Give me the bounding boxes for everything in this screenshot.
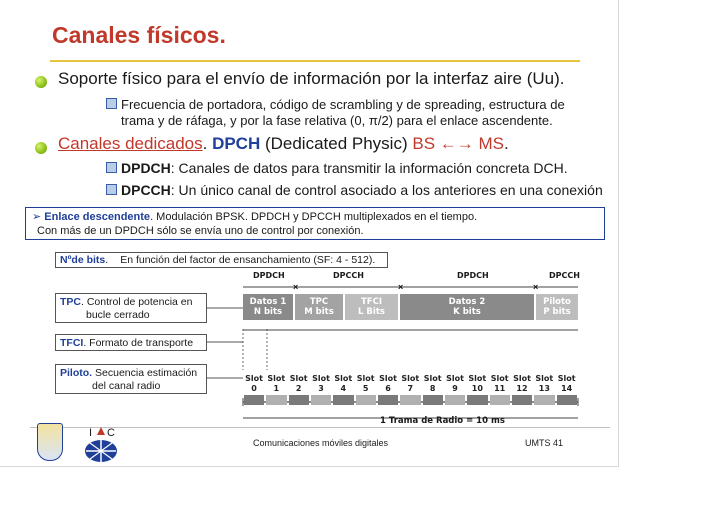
slot-cell <box>311 395 331 405</box>
slot-cell <box>400 395 420 405</box>
segment-tfci: TFCI L Bits <box>345 294 398 320</box>
segment-datos-2: Datos 2 K bits <box>400 294 534 320</box>
slot-cell <box>333 395 353 405</box>
slot-label-3: Slot 3 <box>312 374 330 393</box>
arrow-bullet-icon: ➢ <box>32 211 42 223</box>
slot-label-5: Slot 5 <box>356 374 375 393</box>
segment-tpc: TPC M bits <box>295 294 343 320</box>
top-label-dpdch-1: DPDCH <box>253 271 285 280</box>
footer-course: Comunicaciones móviles digitales <box>253 438 389 448</box>
slot-cell <box>534 395 554 405</box>
segment-piloto: Piloto P bits <box>536 294 578 320</box>
nbits-box: Nºde bits. En función del factor de ensanchamiento (SF: 4 - 512). <box>55 252 388 268</box>
slot-bar <box>243 395 578 405</box>
sub-bullet-dpdch: DPDCH: Canales de datos para transmitir la información concreta DCH. <box>106 160 568 176</box>
slot-cell <box>467 395 487 405</box>
bullet-soporte-fisico: Soporte físico para el envío de información por la interfaz aire (Uu). <box>58 69 565 88</box>
slot-label-2: Slot 2 <box>289 374 308 393</box>
slot-cell <box>512 395 532 405</box>
slot-label-11: Slot 11 <box>490 374 509 393</box>
x-marker-icon: × <box>533 282 539 292</box>
enlace-descendente-box: ➢ Enlace descendente. Modulación BPSK. DPDCH y DPCCH multiplexados en el tiempo. Con más de un DPDCH sólo se envía uno de control por conexión. <box>25 207 605 240</box>
top-label-dpdch-2: DPDCH <box>457 271 489 280</box>
slot-cell <box>445 395 465 405</box>
top-label-dpcch-2: DPCCH <box>549 271 580 280</box>
tpc-box: TPC. Control de potencia en bucle cerrado <box>55 293 207 323</box>
bidirectional-arrow-icon: ←→ <box>435 134 479 153</box>
sub-bullet-dpcch: DPCCH: Un único canal de control asociado a los anteriores en una conexión <box>106 182 603 198</box>
slot-label-10: Slot 10 <box>468 374 487 393</box>
slot-cell <box>378 395 398 405</box>
bullet-canales-dedicados: Canales dedicados. DPCH (Dedicated Physic) BS ←→ MS. <box>58 134 509 153</box>
slot-cell <box>423 395 443 405</box>
sub-bullet-frecuencia-cont: trama y de ráfaga, y por la fase relativa (0, π/2) para el enlace ascendente. <box>121 113 553 128</box>
slot-cell <box>356 395 376 405</box>
footer-page-number: 41 <box>553 438 564 448</box>
slot-label-9: Slot 9 <box>446 374 464 393</box>
slot-label-8: Slot 8 <box>423 374 442 393</box>
iac-logo-icon <box>76 423 126 465</box>
svg-text:I: I <box>89 427 93 439</box>
slot-label-7: Slot 7 <box>401 374 420 393</box>
segment-datos-1: Datos 1 N bits <box>243 294 293 320</box>
slot-cell <box>289 395 309 405</box>
canales-dedicados-link[interactable]: Canales dedicados <box>58 134 203 153</box>
university-crest-icon <box>37 423 63 461</box>
tfci-box: TFCI. Formato de transporte <box>55 334 207 351</box>
slot-cell <box>266 395 286 405</box>
footer-topic: UMTS <box>525 438 551 448</box>
x-marker-icon: × <box>293 282 299 292</box>
top-label-dpcch-1: DPCCH <box>333 271 364 280</box>
x-marker-icon: × <box>398 282 404 292</box>
slot-label-12: Slot 12 <box>513 374 531 393</box>
frame-length-label: 1 Trama de Radio = 10 ms <box>380 416 505 426</box>
slot-label-1: Slot 1 <box>267 374 286 393</box>
piloto-box: Piloto. Secuencia estimación del canal radio <box>55 364 207 394</box>
slot-label-0: Slot 0 <box>245 374 263 393</box>
slot-cell <box>557 395 577 405</box>
svg-text:C: C <box>107 427 115 439</box>
slot-label-13: Slot 13 <box>535 374 554 393</box>
slot-label-6: Slot 6 <box>379 374 397 393</box>
slot-cell <box>490 395 510 405</box>
slot-cell <box>244 395 264 405</box>
slot-label-14: Slot 14 <box>557 374 576 393</box>
slot-label-4: Slot 4 <box>334 374 353 393</box>
slide-title: Canales físicos. <box>52 22 226 48</box>
sub-bullet-frecuencia: Frecuencia de portadora, código de scrambling y de spreading, estructura de <box>106 97 565 112</box>
